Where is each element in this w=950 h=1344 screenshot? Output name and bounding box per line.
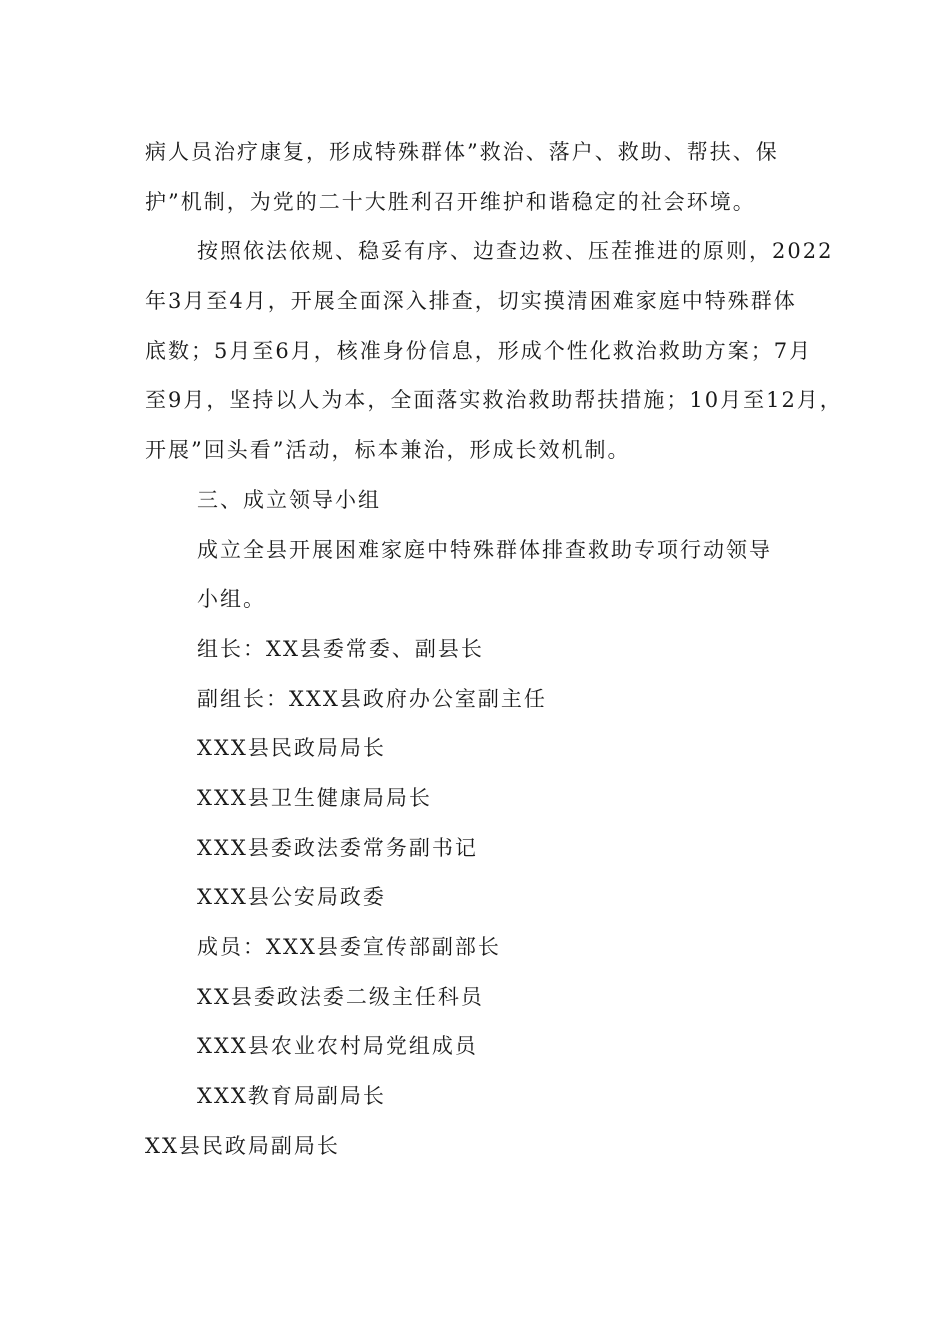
paragraph-line: 护”机制，为党的二十大胜利召开维护和谐稳定的社会环境。 bbox=[145, 190, 756, 214]
list-item: XXX县委政法委常务副书记 bbox=[197, 836, 478, 860]
section-heading: 三、成立领导小组 bbox=[197, 488, 381, 512]
paragraph-line: 开展”回头看”活动，标本兼治，形成长效机制。 bbox=[145, 438, 631, 462]
paragraph-line: 底数；5月至6月，核准身份信息，形成个性化救治救助方案；7月 bbox=[145, 339, 813, 363]
paragraph-line: 病人员治疗康复，形成特殊群体”救治、落户、救助、帮扶、保 bbox=[145, 140, 779, 164]
list-item: XXX县民政局局长 bbox=[197, 736, 386, 760]
paragraph-line: 至9月，坚持以人为本，全面落实救治救助帮扶措施；10月至12月， bbox=[145, 388, 843, 412]
list-item: XXX县农业农村局党组成员 bbox=[197, 1034, 478, 1058]
list-item: 成员：XXX县委宣传部副部长 bbox=[197, 935, 501, 959]
list-item: XX县委政法委二级主任科员 bbox=[197, 985, 484, 1009]
list-item: XXX县卫生健康局局长 bbox=[197, 786, 432, 810]
paragraph-line: 成立全县开展困难家庭中特殊群体排查救助专项行动领导 bbox=[197, 538, 772, 562]
list-item: XXX县公安局政委 bbox=[197, 885, 386, 909]
paragraph-line: 按照依法依规、稳妥有序、边查边救、压茬推进的原则，2022 bbox=[197, 239, 834, 263]
paragraph-line: 小组。 bbox=[197, 587, 266, 611]
paragraph-line: 年3月至4月，开展全面深入排查，切实摸清困难家庭中特殊群体 bbox=[145, 289, 797, 313]
list-item: XX县民政局副局长 bbox=[145, 1134, 340, 1158]
list-item: XXX教育局副局长 bbox=[197, 1084, 386, 1108]
list-item: 副组长：XXX县政府办公室副主任 bbox=[197, 687, 547, 711]
list-item: 组长：XX县委常委、副县长 bbox=[197, 637, 484, 661]
